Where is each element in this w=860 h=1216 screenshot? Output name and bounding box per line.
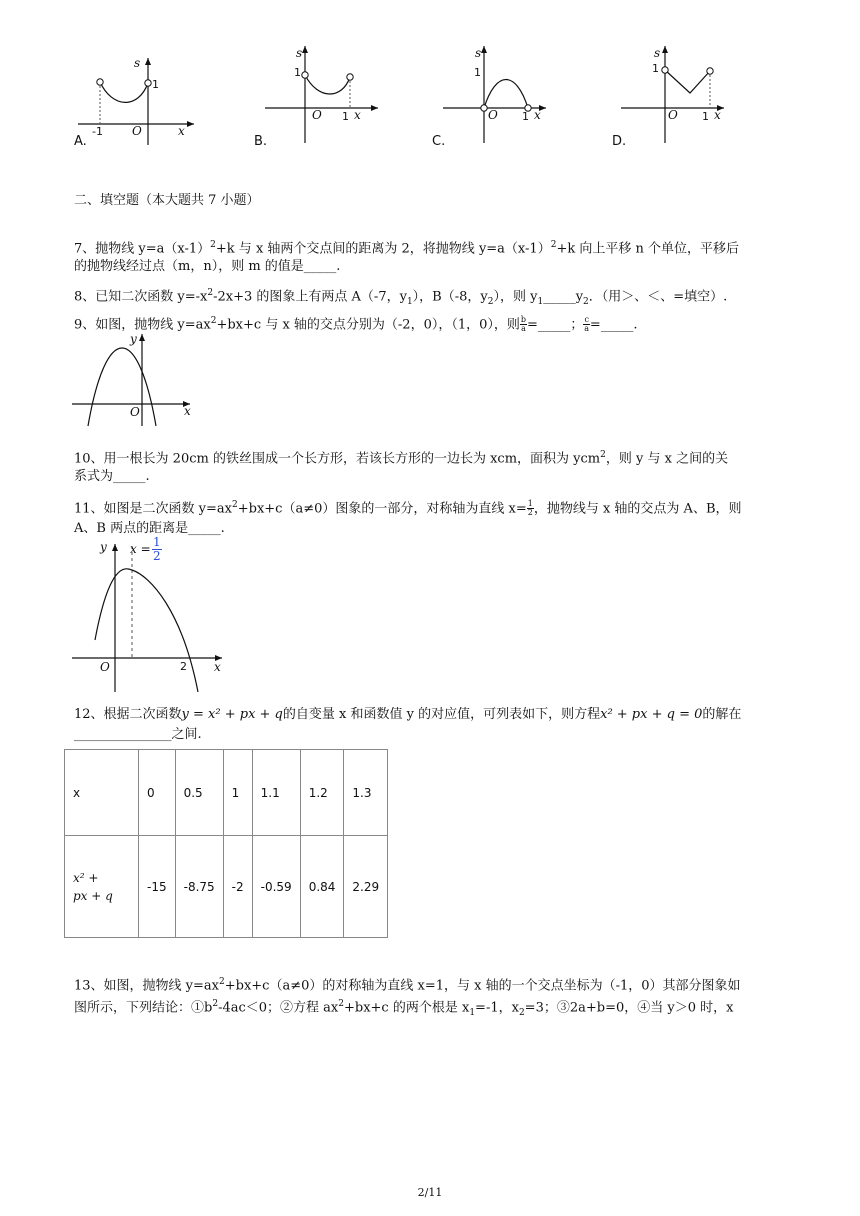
table-cell: 2.29 xyxy=(344,836,388,938)
option-d-xlabel: x xyxy=(714,108,721,122)
option-d-tick-1x: 1 xyxy=(702,110,709,123)
q9-fraction-c-over-a: $\frac{c}{a}$ xyxy=(584,315,590,334)
option-a-ylabel: s xyxy=(134,56,141,70)
table-row xyxy=(65,750,388,836)
q7-line2: 的抛物线经过点（m，n），则 m 的值是_____. xyxy=(74,259,341,274)
page-number: 2/11 xyxy=(417,1186,443,1199)
q10-line2: 系式为_____. xyxy=(74,469,150,484)
table-cell: -8.75 xyxy=(175,836,223,938)
q12-line1: 12、根据二次函数y = x² + px + q的自变量 x 和函数值 y 的对应值，可列表如下，则方程x² + px + q = 0的解在 xyxy=(74,707,742,722)
q11-graph-ylabel: y xyxy=(100,540,107,554)
option-c-xlabel: x xyxy=(534,108,541,122)
section-title: 二、填空题（本大题共 7 小题） xyxy=(74,193,260,208)
option-d-origin: O xyxy=(668,108,678,122)
option-a-tick-neg1: -1 xyxy=(92,125,103,138)
q11-graph-tick-2: 2 xyxy=(180,660,187,673)
table-cell: 0.5 xyxy=(175,750,223,836)
q11-line2: A、B 两点的距离是_____. xyxy=(74,521,225,536)
table-cell: -0.59 xyxy=(252,836,300,938)
option-b-tick-1y: 1 xyxy=(294,66,301,79)
option-b-ylabel: s xyxy=(296,46,303,60)
option-a-xlabel: x xyxy=(178,124,185,138)
option-b-xlabel: x xyxy=(354,108,361,122)
table-cell: 1.3 xyxy=(344,750,388,836)
option-c-graph xyxy=(440,38,550,148)
option-d-ylabel: s xyxy=(654,46,661,60)
q7-line1: 7、抛物线 $y=a(x-1)^2+k$ 与 x 轴两个交点间的距离为 2，将抛物线 $y=a(x-1)^2+k$ 向上平移 n 个单位，平移后 xyxy=(74,240,739,257)
q9-graph-xlabel: x xyxy=(184,404,191,418)
option-b-graph xyxy=(260,38,380,148)
option-d-tick-1y: 1 xyxy=(652,62,659,75)
table-cell: 1.1 xyxy=(252,750,300,836)
option-d-graph xyxy=(618,38,728,148)
table-cell: -15 xyxy=(139,836,176,938)
option-c-tick-1y: 1 xyxy=(474,66,481,79)
q11-graph-xlabel: x xyxy=(214,660,221,674)
q11-parabola-graph xyxy=(70,540,230,700)
q12-line2: _______________之间. xyxy=(74,727,202,742)
option-d-label[interactable]: D. xyxy=(612,134,627,149)
q10-line1: 10、用一根长为 20cm 的铁丝围成一个长方形，若该长方形的一边长为 xcm，面积为 ycm$^2$，则 y 与 x 之间的关 xyxy=(74,450,729,467)
option-b-tick-1x: 1 xyxy=(342,110,349,123)
q9-line: 9、如图，抛物线 $y=ax^2+bx+c$ 与 x 轴的交点分别为（-2，0），（1，0），则 $\frac{b}{a}$ =_____； $\frac{c}{a}$ =_____. xyxy=(74,315,638,334)
option-a-origin: O xyxy=(132,124,142,138)
table-cell: -2 xyxy=(223,836,252,938)
q8-line: 8、已知二次函数 $y=-x^2-2x+3$ 的图象上有两点 A（-7，$y_1$），B（-8，$y_2$），则 $y_1\_\_\_\_\_y_2$．（用＞、＜、=填空）. xyxy=(74,288,728,307)
option-c-ylabel: s xyxy=(475,46,482,60)
table-cell: 0.84 xyxy=(300,836,344,938)
option-b-label[interactable]: B. xyxy=(254,134,268,149)
table-cell: 1 xyxy=(223,750,252,836)
table-cell: x xyxy=(65,750,139,836)
table-cell: 1.2 xyxy=(300,750,344,836)
option-c-tick-1x: 1 xyxy=(522,110,529,123)
table-row xyxy=(65,836,388,938)
q9-fraction-b-over-a: $\frac{b}{a}$ xyxy=(520,315,527,334)
q9-graph-origin: O xyxy=(130,405,140,419)
option-a-tick-1: 1 xyxy=(152,78,159,91)
option-a-label[interactable]: A. xyxy=(74,134,87,149)
q11-line1: 11、如图是二次函数 $y=ax^2+bx+c(a\ne 0)$图象的一部分，对称轴为直线 x= $\frac{1}{2}$ ，抛物线与 x 轴的交点为 A、B，则 xyxy=(74,499,742,518)
q9-graph-ylabel: y xyxy=(130,332,137,346)
table-cell: 0 xyxy=(139,750,176,836)
option-c-label[interactable]: C. xyxy=(432,134,446,149)
q11-graph-origin: O xyxy=(100,660,110,674)
q11-graph-axis-fraction: $\frac{1}{2}$ xyxy=(153,535,161,563)
value-table xyxy=(64,749,388,938)
q13-line2: 图所示，下列结论：$①b^2-4ac<0$；②方程 $ax^2+bx+c$ 的两个根是 $x_1=-1$，$x_2=3$；③2a+b=0，④当 y＞0 时，x xyxy=(74,999,734,1018)
option-c-origin: O xyxy=(488,108,498,122)
q11-fraction-half: $\frac{1}{2}$ xyxy=(527,499,533,518)
q13-line1: 13、如图，抛物线 $y=ax^2+bx+c(a\ne 0)$的对称轴为直线 x=1，与 x 轴的一个交点坐标为（-1，0）其部分图象如 xyxy=(74,977,741,994)
q11-graph-axis-label: x = xyxy=(130,542,151,556)
option-b-origin: O xyxy=(312,108,322,122)
table-row-header: x² + px + q xyxy=(65,836,139,938)
